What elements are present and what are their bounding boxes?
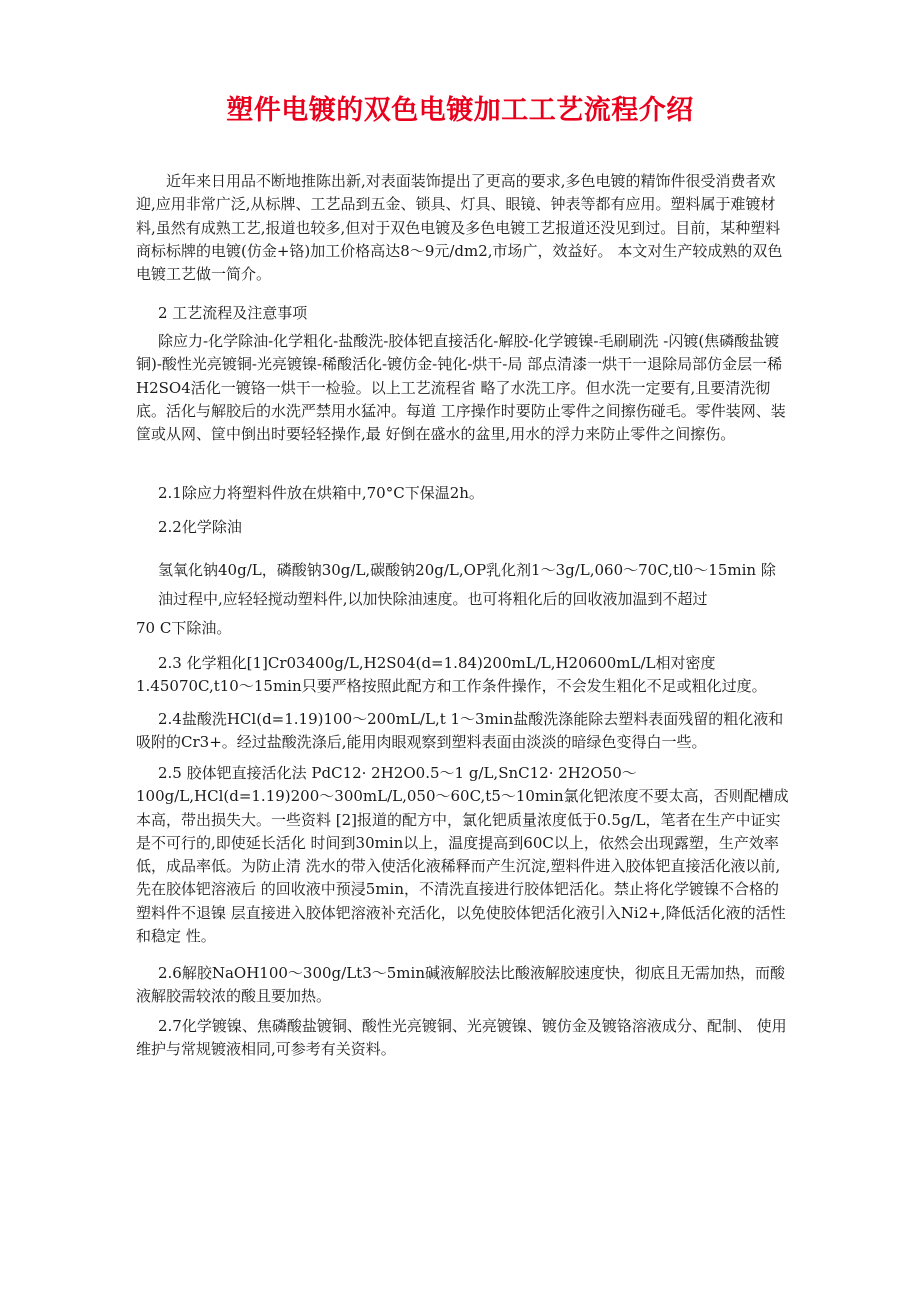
section-2-5: 2.5 胶体钯直接活化法 PdC12· 2H2O0.5〜1 g/L,SnC12· 2H2O50〜100g/L,HCl(d=1.19)200〜300mL/L,050〜60C,t5〜10min氯化钯浓度不要太高，否则配槽成本高，带出损失大。一些资料 [2]报道的配方中，氯化钯质量浓度低于0.5g/L，笔者在生产中证实是不可行的,即使延长活化 时间到30min以上，温度提高到60C以上，依然会出现露塑，生产效率低，成品率低。为防止清 洗水的带入使活化液稀释而产生沉淀,塑料件进入胶体钯直接活化液以前,先在胶体钯溶液后 的回收液中预浸5min，不清洗直接进行胶体钯活化。禁止将化学镀镍不合格的塑料件不退镍 层直接进入胶体钯溶液补充活化，以免使胶体钯活化液引入Ni2+,降低活化液的活性和稳定 性。 (136, 764, 789, 946)
section-2-3: 2.3 化学粗化[1]Cr03400g/L,H2S04(d=1.84)200mL/L,H20600mL/L相对密度1.45070C,t10〜15min只要严格按照此配方和工作条件操作，不会发生粗化不足或粗化过度。 (136, 654, 767, 696)
section-2-2-heading: 2.2化学除油 (158, 518, 242, 536)
section-heading: 2 工艺流程及注意事项 (158, 304, 308, 322)
section-2-2-body: 氢氧化钠40g/L，磷酸钠30g/L,碳酸钠20g/L,OP乳化剂1〜3g/L,060〜70C,tl0〜15min 除油过程中,应轻轻搅动塑料件,以加快除油速度。也可将粗化后的回收液加温到不超过 (158, 561, 776, 608)
document-title: 塑件电镀的双色电镀加工工艺流程介绍 (226, 95, 694, 126)
section-2-1: 2.1除应力将塑料件放在烘箱中,70°C下保温2h。 (158, 484, 484, 502)
section-2-7: 2.7化学镀镍、焦磷酸盐镀铜、酸性光亮镀铜、光亮镀镍、镀仿金及镀铬溶液成分、配制、 使用维护与常规镀液相同,可参考有关资料。 (136, 1017, 787, 1059)
section-2-6: 2.6解胶NaOH100〜300g/Lt3〜5min碱液解胶法比酸液解胶速度快，彻底且无需加热，而酸液解胶需较浓的酸且要加热。 (136, 964, 785, 1006)
section-2-4: 2.4盐酸洗HCl(d=1.19)100〜200mL/L,t 1〜3min盐酸洗涤能除去塑料表面残留的粗化液和 吸附的Cr3+。经过盐酸洗涤后,能用肉眼观察到塑料表面由淡淡的暗绿色变得白一些。 (136, 710, 784, 752)
process-paragraph: 除应力-化学除油-化学粗化-盐酸洗-胶体钯直接活化-解胶-化学镀镍-毛刷刷洗 -闪镀(焦磷酸盐镀铜)-酸性光亮镀铜-光亮镀镍-稀酸活化-镀仿金-钝化-烘干-局 部点清漆一烘干一退除局部仿金层一稀H2SO4活化一镀铬一烘干一检验。以上工艺流程省 略了水洗工序。但水洗一定要有,且要清洗彻底。活化与解胶后的水洗严禁用水猛冲。每道 工序操作时要防止零件之间擦伤碰毛。零件装网、装筐或从网、筐中倒出时要轻轻操作,最 好倒在盛水的盆里,用水的浮力来防止零件之间擦伤。 (136, 332, 786, 444)
intro-paragraph: 近年来日用品不断地推陈出新,对表面装饰提出了更高的要求,多色电镀的精饰件很受消费者欢迎,应用非常广泛,从标牌、工艺品到五金、锁具、灯具、眼镜、钟表等都有应用。塑料属于难镀材料,虽然有成熟工艺,报道也较多,但对于双色电镀及多色电镀工艺报道还没见到过。目前，某种塑料商标标牌的电镀(仿金+铬)加工价格高达8〜9元/dm2,市场广，效益好。 本文对生产较成熟的双色电镀工艺做一简介。 (136, 172, 783, 284)
section-2-2-tail: 70 C下除油。 (136, 619, 232, 637)
